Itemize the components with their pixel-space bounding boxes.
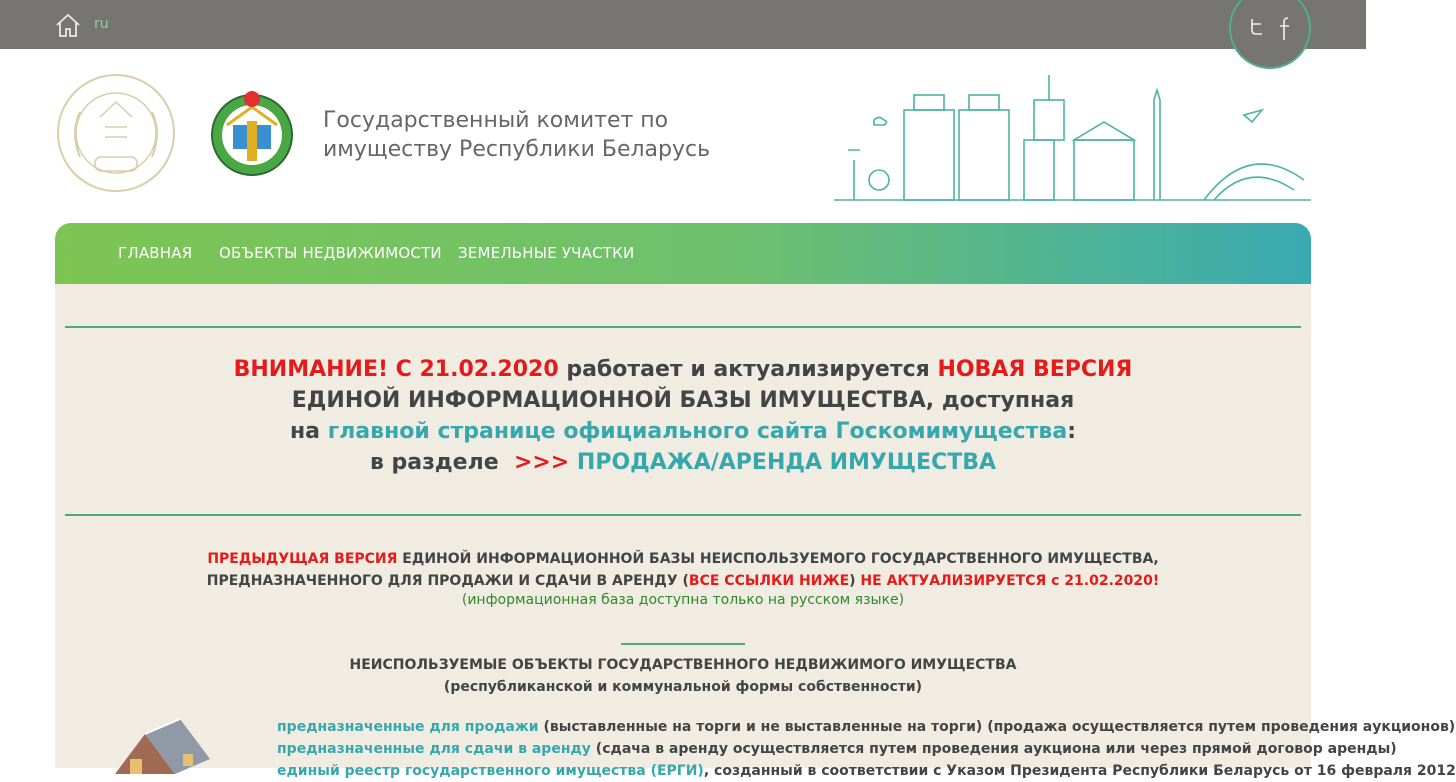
notice-na: на (289, 419, 328, 444)
arrows-marker: >>> (513, 450, 570, 475)
list-item (277, 760, 1456, 782)
org-title-line2: имуществу Республики Беларусь (323, 137, 711, 162)
for-sale-link[interactable]: предназначенные для продажи (277, 719, 539, 735)
nav-item-land-plots[interactable]: ЗЕМЕЛЬНЫЕ УЧАСТКИ (458, 244, 635, 262)
prev-version-label: ПРЕДЫДУЩАЯ ВЕРСИЯ (207, 551, 398, 567)
language-link-ru[interactable]: ru (94, 16, 109, 32)
prev-line1-text: ЕДИНОЙ ИНФОРМАЦИОННОЙ БАЗЫ НЕИСПОЛЬЗУЕМОГО ГОСУДАРСТВЕННОГО ИМУЩЕСТВА, (397, 551, 1159, 567)
notice-works-text: работает и актуализируется (558, 357, 938, 382)
organization-title (323, 106, 743, 164)
section-title-text: НЕИСПОЛЬЗУЕМЫЕ ОБЪЕКТЫ ГОСУДАРСТВЕННОГО НЕДВИЖИМОГО ИМУЩЕСТВА (349, 657, 1017, 673)
attention-date: ВНИМАНИЕ! С 21.02.2020 (233, 357, 559, 382)
register-description: , созданный в соответствии с Указом Президента Республики Беларусь от 16 февраля 2012 (703, 763, 1456, 779)
list-item (277, 738, 1397, 760)
section-divider (621, 643, 745, 645)
committee-logo (209, 87, 295, 179)
state-emblem-logo (55, 72, 177, 194)
main-navigation (55, 223, 1311, 284)
state-property-register-link[interactable]: единый реестр государственного имущества (ЕРГИ) (277, 763, 704, 779)
property-links-list (277, 716, 1456, 782)
previous-version-notice (55, 548, 1311, 592)
main-content (55, 284, 1456, 779)
for-sale-description: (выставленные на торги и не выставленные на торги) (продажа осуществляется путем проведения аукционов) (538, 719, 1456, 735)
prev-line2-close: ) (849, 573, 861, 589)
divider-top (65, 326, 1301, 328)
new-version-text: НОВАЯ ВЕРСИЯ (937, 357, 1133, 382)
city-skyline-illustration (834, 70, 1311, 202)
notice-colon: : (1067, 419, 1076, 444)
social-links (1229, 0, 1311, 69)
for-rent-description: (сдача в аренду осуществляется путем проведения аукциона или через прямой договор аренды) (590, 741, 1397, 757)
section-heading (55, 654, 1311, 698)
notice-in-section: в разделе (369, 450, 514, 475)
russian-only-note: (информационная база доступна только на русском языке) (461, 592, 905, 608)
house-illustration (85, 714, 215, 774)
twitter-icon[interactable] (1246, 17, 1266, 37)
main-page-link[interactable]: главной странице официального сайта Госкомимущества (327, 419, 1068, 444)
all-links-text: ВСЕ ССЫЛКИ НИЖЕ (688, 573, 850, 589)
nav-item-home[interactable]: ГЛАВНАЯ (118, 244, 193, 262)
prev-line2-text: ПРЕДНАЗНАЧЕННОГО ДЛЯ ПРОДАЖИ И СДАЧИ В АРЕНДУ ( (206, 573, 689, 589)
not-updated-text: НЕ АКТУАЛИЗИРУЕТСЯ с 21.02.2020! (860, 573, 1160, 589)
for-rent-link[interactable]: предназначенные для сдачи в аренду (277, 741, 591, 757)
list-item (277, 716, 1456, 738)
org-title-line1: Государственный комитет по (323, 108, 669, 133)
attention-notice (55, 354, 1311, 478)
sale-rent-section-link[interactable]: ПРОДАЖА/АРЕНДА ИМУЩЕСТВА (569, 450, 997, 475)
nav-item-real-estate[interactable]: ОБЪЕКТЫ НЕДВИЖИМОСТИ (219, 244, 442, 262)
section-subtitle-text: (республиканской и коммунальной формы собственности) (443, 679, 923, 695)
notice-line2: ЕДИНОЙ ИНФОРМАЦИОННОЙ БАЗЫ ИМУЩЕСТВА, доступная (291, 388, 1075, 413)
facebook-icon[interactable] (1278, 15, 1292, 41)
divider-bottom (65, 514, 1301, 516)
top-bar (0, 0, 1366, 49)
home-icon[interactable] (55, 12, 81, 38)
